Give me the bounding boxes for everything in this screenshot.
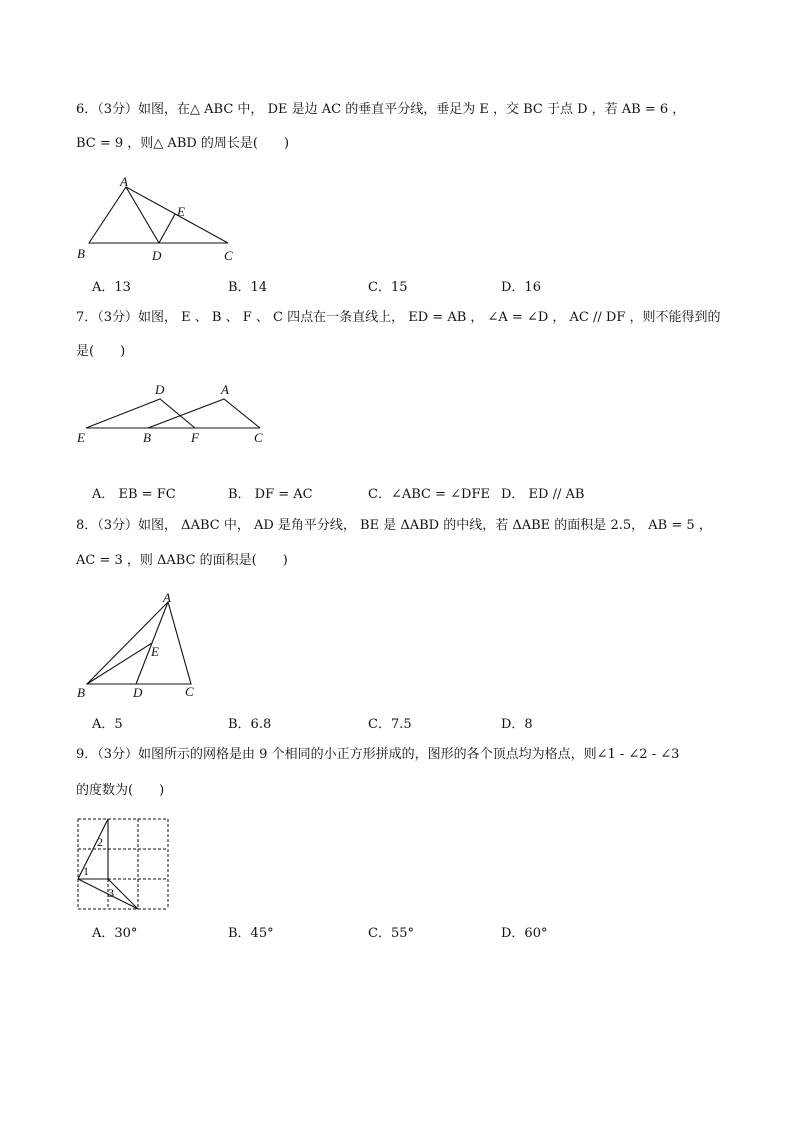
q9-option-a[interactable]: A．30° [92,926,138,941]
label-e: E [151,644,159,659]
q7-option-d[interactable]: D． ED // AB [501,487,585,502]
angle-3-label: 3 [108,886,114,900]
label-f: F [191,430,199,445]
question-9-line-1: 9．（3分）如图所示的网格是由 9 个相同的小正方形拼成的，图形的各个顶点均为格点，则∠1 - ∠2 - ∠3 [76,747,680,762]
label-e: E [177,204,185,219]
segment-de [159,214,175,243]
label-b: B [143,430,151,445]
question-9-grid-figure [74,815,174,915]
angle-2-label: 2 [97,835,103,849]
segment-ad [126,187,159,243]
triangle-abc [87,602,191,684]
question-8-line-2: AC = 3 ，则 ΔABC 的面积是( ) [76,553,288,568]
question-6-line-2: BC = 9 ，则△ ABD 的周长是( ) [76,136,290,151]
label-c: C [185,684,194,699]
q6-option-c[interactable]: C．15 [368,280,408,295]
label-d: D [155,382,165,397]
question-7-line-2: 是( ) [76,344,126,359]
question-7-line-1: 7．（3分）如图， E 、 B 、 F 、 C 四点在一条直线上， ED = AB ， ∠A = ∠D ， AC // DF ，则不能得到的 [76,310,721,325]
q8-option-a[interactable]: A．5 [92,717,123,732]
question-6-figure [74,172,244,267]
q6-option-d[interactable]: D．16 [501,280,541,295]
q9-option-b[interactable]: B．45° [228,926,274,941]
label-d: D [133,685,143,700]
q7-option-c[interactable]: C．∠ABC = ∠DFE [368,487,490,502]
label-b: B [77,685,85,700]
q6-option-b[interactable]: B．14 [228,280,268,295]
question-8-line-1: 8．（3分）如图， ΔABC 中， AD 是角平分线， BE 是 ΔABD 的中线，若 ΔABE 的面积是 2.5， AB = 5 ， [76,518,712,533]
q7-option-a[interactable]: A． EB = FC [92,487,176,502]
q8-option-c[interactable]: C．7.5 [368,717,412,732]
label-a: A [163,590,171,605]
label-a: A [120,174,128,189]
label-c: C [224,248,233,263]
q9-option-c[interactable]: C．55° [368,926,414,941]
triangle-abc [89,187,228,243]
label-c: C [254,430,263,445]
question-7-figure [74,380,274,475]
q6-option-a[interactable]: A．13 [92,280,131,295]
q7-option-b[interactable]: B． DF = AC [228,487,313,502]
label-b: B [77,246,85,261]
segment-be [87,643,152,684]
q9-option-d[interactable]: D．60° [501,926,548,941]
question-9-line-2: 的度数为( ) [76,783,165,798]
label-e: E [77,430,85,445]
triangle-edf [86,399,195,428]
label-d: D [152,248,162,263]
question-8-figure [74,590,214,705]
label-a: A [221,382,229,397]
question-6-line-1: 6．（3分）如图，在△ ABC 中， DE 是边 AC 的垂直平分线，垂足为 E ，交 BC 于点 D ，若 AB = 6 ， [76,102,686,117]
q8-option-b[interactable]: B．6.8 [228,717,272,732]
q8-option-d[interactable]: D．8 [501,717,533,732]
angle-1-label: 1 [83,864,89,878]
